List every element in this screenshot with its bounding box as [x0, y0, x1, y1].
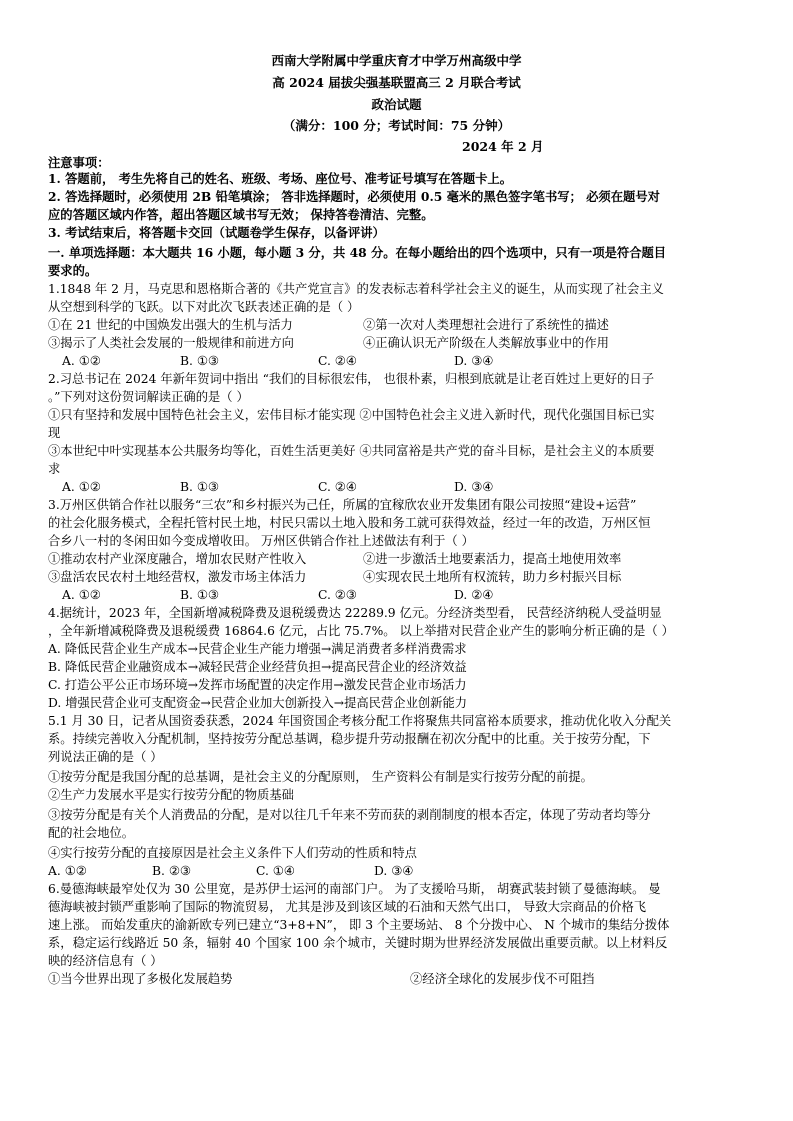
q5-option-cont: 配的社会地位。 — [48, 826, 135, 840]
q4-option-a: A. 降低民营企业生产成本→民营企业生产能力增强→满足消费者多样消费需求 — [48, 642, 467, 656]
q3-option: ③盘活农民农村土地经营权，激发市场主体活力 — [48, 570, 307, 584]
q1-option: ④正确认识无产阶级在人类解放事业中的作用 — [363, 336, 609, 350]
note-item: 2. 答选择题时，必须使用 2B 铅笔填涂； 答非选择题时，必须使用 0.5 毫米的黑色签字笔书写； 必须在题号对 — [48, 189, 660, 204]
q6-stem: 速上涨。 而始发重庆的渝新欧专列已建立“3+8+N”， 即 3 个主要场站、 8 个分拨中心、 N 个城市的集结分拨体 — [48, 918, 670, 932]
q3-choice-c: C. ②③ — [318, 588, 357, 602]
exam-title: 高 2024 届拔尖强基联盟高三 2 月联合考试 — [272, 75, 521, 90]
q2-choice-d: D. ③④ — [454, 480, 494, 494]
q4-option-b: B. 降低民营企业融资成本→减轻民营企业经营负担→提高民营企业的经济效益 — [48, 660, 467, 674]
q2-option-cont: 现 — [48, 426, 61, 440]
q1-option: ②第一次对人类理想社会进行了系统性的描述 — [363, 318, 609, 332]
q2-choice-a: A. ①② — [62, 480, 101, 494]
q3-stem: 3.万州区供销合作社以服务“三农”和乡村振兴为己任，所属的宜稼欣农业开发集团有限公司按照“建设+运营” — [48, 498, 637, 512]
q1-choice-b: B. ①③ — [180, 354, 219, 368]
exam-meta: （满分：100 分；考试时间：75 分钟） — [282, 118, 511, 133]
q5-option: ③按劳分配是有关个人消费品的分配，是对以往几千年来不劳而获的剥削制度的根本否定，体现了劳动者均等分 — [48, 808, 651, 822]
q4-stem: 4.据统计，2023 年，全国新增减税降费及退税缓费达 22289.9 亿元。分经济类型看， 民营经济纳税人受益明显 — [48, 606, 662, 620]
section-heading-cont: 要求的。 — [48, 263, 98, 278]
q5-stem: 系。持续完善收入分配机制，坚持按劳分配总基调，稳步提升劳动报酬在初次分配中的比重。关于按劳分配，下 — [48, 732, 651, 746]
section-heading: 一. 单项选择题：本大题共 16 小题，每小题 3 分，共 48 分。在每小题给出的四个选项中，只有一项是符合题目 — [48, 245, 667, 260]
exam-date: 2024 年 2 月 — [462, 139, 544, 154]
q3-choice-a: A. ①② — [62, 588, 101, 602]
q2-option: ①只有坚持和发展中国特色社会主义，宏伟目标才能实现 ②中国特色社会主义进入新时代，现代化强国目标已实 — [48, 408, 655, 422]
q5-option: ②生产力发展水平是实行按劳分配的物质基础 — [48, 788, 294, 802]
q1-option: ③揭示了人类社会发展的一般规律和前进方向 — [48, 336, 294, 350]
q1-choice-a: A. ①② — [62, 354, 101, 368]
q1-stem: 1.1848 年 2 月，马克思和恩格斯合著的《共产党宣言》的发表标志着科学社会主义的诞生，从而实现了社会主义 — [48, 282, 664, 296]
q2-choice-b: B. ①③ — [180, 480, 219, 494]
q5-choice-a: A. ①② — [48, 864, 87, 878]
q3-choice-d: D. ②④ — [454, 588, 494, 602]
q1-choice-d: D. ③④ — [454, 354, 494, 368]
q2-option: ③本世纪中叶实现基本公共服务均等化，百姓生活更美好 ④共同富裕是共产党的奋斗目标，是社会主义的本质要 — [48, 444, 655, 458]
q5-option: ④实行按劳分配的直接原因是社会主义条件下人们劳动的性质和特点 — [48, 846, 417, 860]
q1-option: ①在 21 世纪的中国焕发出强大的生机与活力 — [48, 318, 293, 332]
q1-choice-c: C. ②④ — [318, 354, 357, 368]
q1-stem: 从空想到科学的飞跃。以下对此次飞跃表述正确的是（ ） — [48, 300, 360, 314]
q2-stem: 2.习总书记在 2024 年新年贺词中指出 “我们的目标很宏伟， 也很朴素，归根到底就是让老百姓过上更好的日子 — [48, 372, 655, 386]
q2-option-cont: 求 — [48, 462, 61, 476]
q5-stem: 列说法正确的是（ ） — [48, 750, 163, 764]
note-item: 3. 考试结束后，将答题卡交回（试题卷学生保存，以备评讲） — [48, 225, 385, 240]
q3-option: ①推动农村产业深度融合，增加农民财产性收入 — [48, 552, 307, 566]
q2-choice-c: C. ②④ — [318, 480, 357, 494]
subject-title: 政治试题 — [371, 97, 422, 112]
q3-option: ④实现农民土地所有权流转，助力乡村振兴目标 — [363, 570, 622, 584]
q3-option: ②进一步激活土地要素活力，提高土地使用效率 — [363, 552, 622, 566]
q5-choice-b: B. ②③ — [152, 864, 191, 878]
q4-option-d: D. 增强民营企业可支配资金→民营企业加大创新投入→提高民营企业创新能力 — [48, 696, 468, 710]
q5-choice-d: D. ③④ — [374, 864, 414, 878]
notes-title: 注意事项： — [48, 155, 110, 170]
q4-option-c: C. 打造公平公正市场环境→发挥市场配置的决定作用→激发民营企业市场活力 — [48, 678, 467, 692]
school-title: 西南大学附属中学重庆育才中学万州高级中学 — [271, 53, 522, 68]
q6-stem: 映的经济信息有（ ） — [48, 954, 163, 968]
q2-stem: 。”下列对这份贺词解读正确的是（ ） — [48, 390, 249, 404]
q6-stem: 6.曼德海峡最窄处仅为 30 公里宽，是苏伊士运河的南部门户。 为了支援哈马斯， 胡赛武装封锁了曼德海峡。 曼 — [48, 882, 661, 896]
q3-stem: 的社会化服务模式，全程托管村民土地，村民只需以土地入股和务工就可获得效益，经过一年的改造，万州区恒 — [48, 516, 651, 530]
q5-option: ①按劳分配是我国分配的总基调，是社会主义的分配原则， 生产资料公有制是实行按劳分配的前提。 — [48, 770, 593, 784]
note-item: 应的答题区域内作答，超出答题区域书写无效； 保持答卷清洁、完整。 — [48, 207, 434, 222]
note-item: 1. 答题前， 考生先将自己的姓名、班级、考场、座位号、准考证号填写在答题卡上。 — [48, 171, 513, 186]
q5-choice-c: C. ①④ — [256, 864, 295, 878]
q4-stem: ，全年新增减税降费及退税缓费 16864.6 亿元，占比 75.7%。 以上举措对民营企业产生的影响分析正确的是（ ） — [48, 624, 674, 638]
q6-option: ①当今世界出现了多极化发展趋势 — [48, 972, 233, 986]
q6-option: ②经济全球化的发展步伐不可阻挡 — [410, 972, 595, 986]
q3-choice-b: B. ①③ — [180, 588, 219, 602]
q3-stem: 合乡八一村的冬闲田如今变成增收田。 万州区供销合作社上述做法有利于（ ） — [48, 534, 474, 548]
q6-stem: 系，稳定运行线路近 50 条，辐射 40 个国家 100 余个城市，关键时期为世界经济发展做出重要贡献。以上材料反 — [48, 936, 668, 950]
q6-stem: 德海峡被封锁严重影响了国际的物流贸易， 尤其是涉及到该区域的石油和天然气出口， 导致大宗商品的价格飞 — [48, 900, 647, 914]
q5-stem: 5.1 月 30 日，记者从国资委获悉，2024 年国资国企考核分配工作将聚焦共同富裕本质要求，推动优化收入分配关 — [48, 714, 672, 728]
